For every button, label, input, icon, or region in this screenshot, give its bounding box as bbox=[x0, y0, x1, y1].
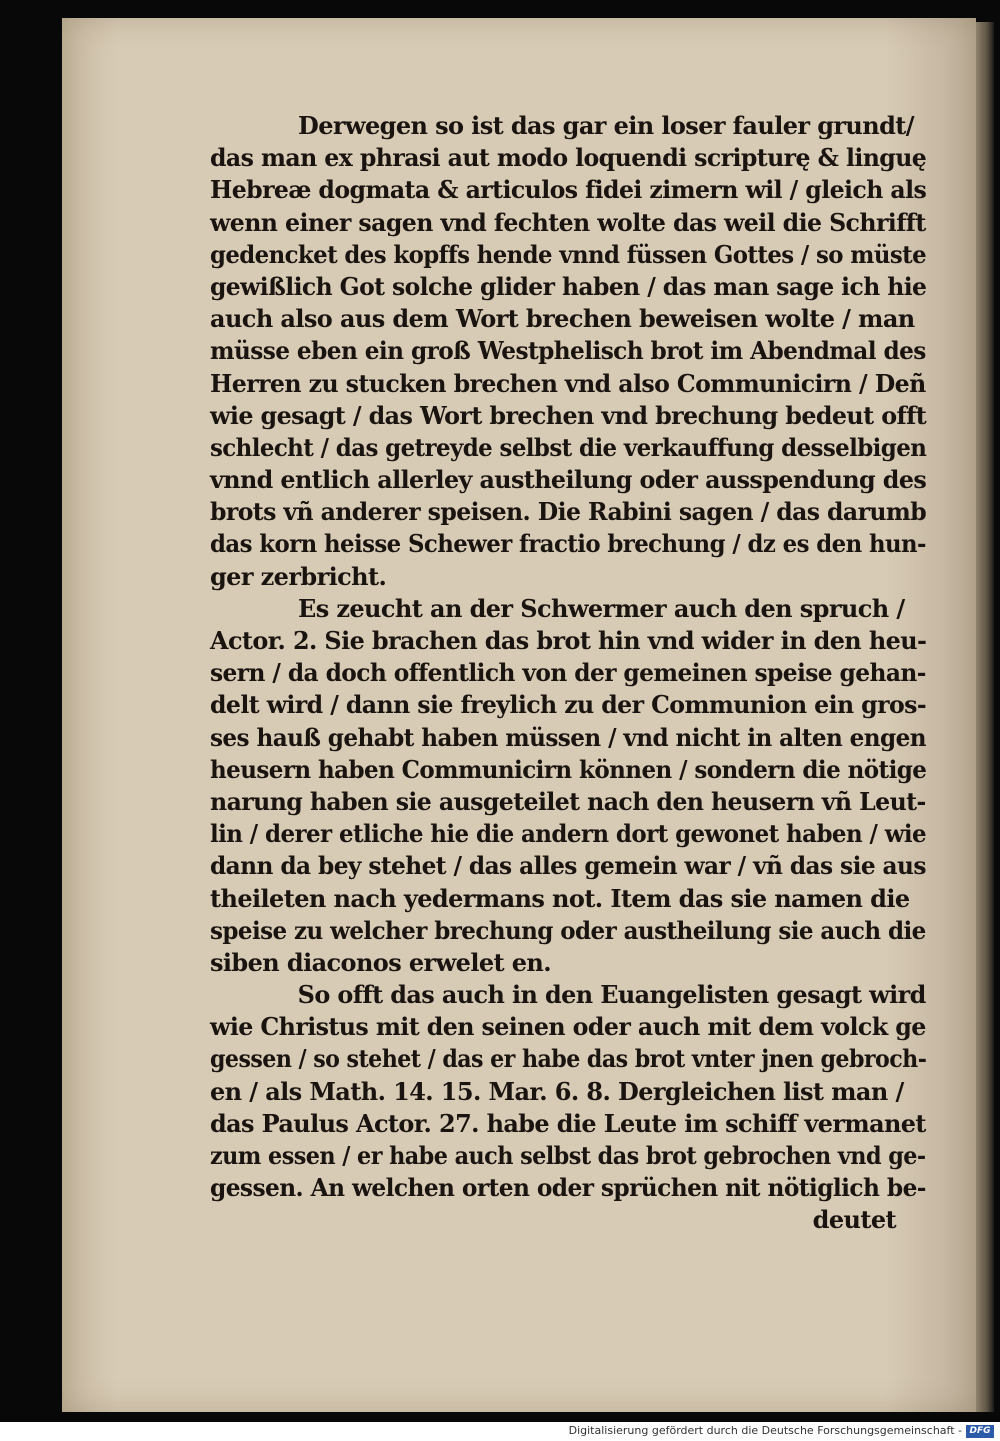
text-line: delt wird / dann sie freylich zu der Communion ein gros- bbox=[210, 690, 927, 720]
text-line: wie Christus mit den seinen oder auch mit dem volck ge bbox=[210, 1012, 926, 1042]
text-line: wie gesagt / das Wort brechen vnd brechung bedeut offt bbox=[210, 400, 927, 430]
text-line: gessen / so stehet / das er habe das brot vnter jnen gebroch- bbox=[210, 1044, 927, 1074]
text-line: zum essen / er habe auch selbst das brot gebrochen vnd ge- bbox=[210, 1141, 926, 1170]
text-line: speise zu welcher brechung oder austheilung sie auch die bbox=[210, 915, 926, 945]
text-line: schlecht / das getreyde selbst die verkauffung desselbigen bbox=[210, 432, 927, 462]
page-edge bbox=[976, 22, 994, 1412]
text-line: sern / da doch offentlich von der gemeinen speise gehan- bbox=[210, 658, 926, 688]
text-line: gedencket des kopffs hende vnnd füssen Gottes / so müste bbox=[210, 239, 927, 269]
text-line: So offt das auch in den Euangelisten gesagt wird bbox=[297, 980, 926, 1010]
dfg-logo-icon: DFG bbox=[966, 1425, 994, 1438]
text-line: brots vñ anderer speisen. Die Rabini sagen / das darumb bbox=[210, 497, 927, 527]
text-line: Es zeucht an der Schwermer auch den spruch / bbox=[298, 593, 905, 623]
text-line: ses hauß gehabt haben müssen / vnd nicht in alten engen bbox=[210, 722, 926, 752]
text-line: lin / derer etliche hie die andern dort gewonet haben / wie bbox=[210, 819, 927, 849]
text-line: müsse eben ein groß Westphelisch brot im Abendmal des bbox=[210, 336, 926, 366]
text-line: theileten nach yedermans not. Item das sie namen die bbox=[210, 883, 910, 913]
funding-notice: Digitalisierung gefördert durch die Deutsche Forschungsgemeinschaft - bbox=[568, 1424, 962, 1437]
footer-bar bbox=[0, 1422, 1000, 1441]
text-line: siben diaconos erwelet en. bbox=[210, 947, 552, 977]
text-line: heusern haben Communicirn können / sondern die nötige bbox=[210, 754, 927, 784]
text-line: wenn einer sagen vnd fechten wolte das weil die Schrifft bbox=[210, 207, 926, 237]
text-line: Herren zu stucken brechen vnd also Communicirn / Deñ bbox=[210, 368, 926, 398]
text-line: das korn heisse Schewer fractio brechung / dz es den hun- bbox=[210, 529, 926, 559]
text-line: gessen. An welchen orten oder sprüchen nit nötiglich be- bbox=[210, 1173, 926, 1203]
text-line: das man ex phrasi aut modo loquendi scripturę & linguę bbox=[210, 143, 927, 173]
text-line: Actor. 2. Sie brachen das brot hin vnd wider in den heu- bbox=[210, 626, 927, 655]
text-line: vnnd entlich allerley austheilung oder ausspendung des bbox=[210, 465, 927, 495]
book-page bbox=[62, 18, 976, 1412]
page-text bbox=[210, 110, 927, 1237]
text-line: Hebreæ dogmata & articulos fidei zimern wil / gleich als bbox=[210, 175, 927, 205]
text-line: Derwegen so ist das gar ein loser fauler grundt/ bbox=[298, 111, 914, 140]
text-line: gewißlich Got solche glider haben / das man sage ich hie bbox=[210, 271, 927, 301]
text-line: dann da bey stehet / das alles gemein war / vñ das sie aus bbox=[210, 851, 926, 881]
catchword: deutet bbox=[812, 1205, 896, 1235]
text-line: das Paulus Actor. 27. habe die Leute im schiff vermanet bbox=[210, 1108, 926, 1138]
text-line: en / als Math. 14. 15. Mar. 6. 8. Dergleichen list man / bbox=[210, 1076, 904, 1106]
text-line: auch also aus dem Wort brechen beweisen wolte / man bbox=[210, 304, 915, 334]
text-line: narung haben sie ausgeteilet nach den heusern vñ Leut- bbox=[210, 786, 926, 816]
text-line: ger zerbricht. bbox=[210, 561, 387, 591]
